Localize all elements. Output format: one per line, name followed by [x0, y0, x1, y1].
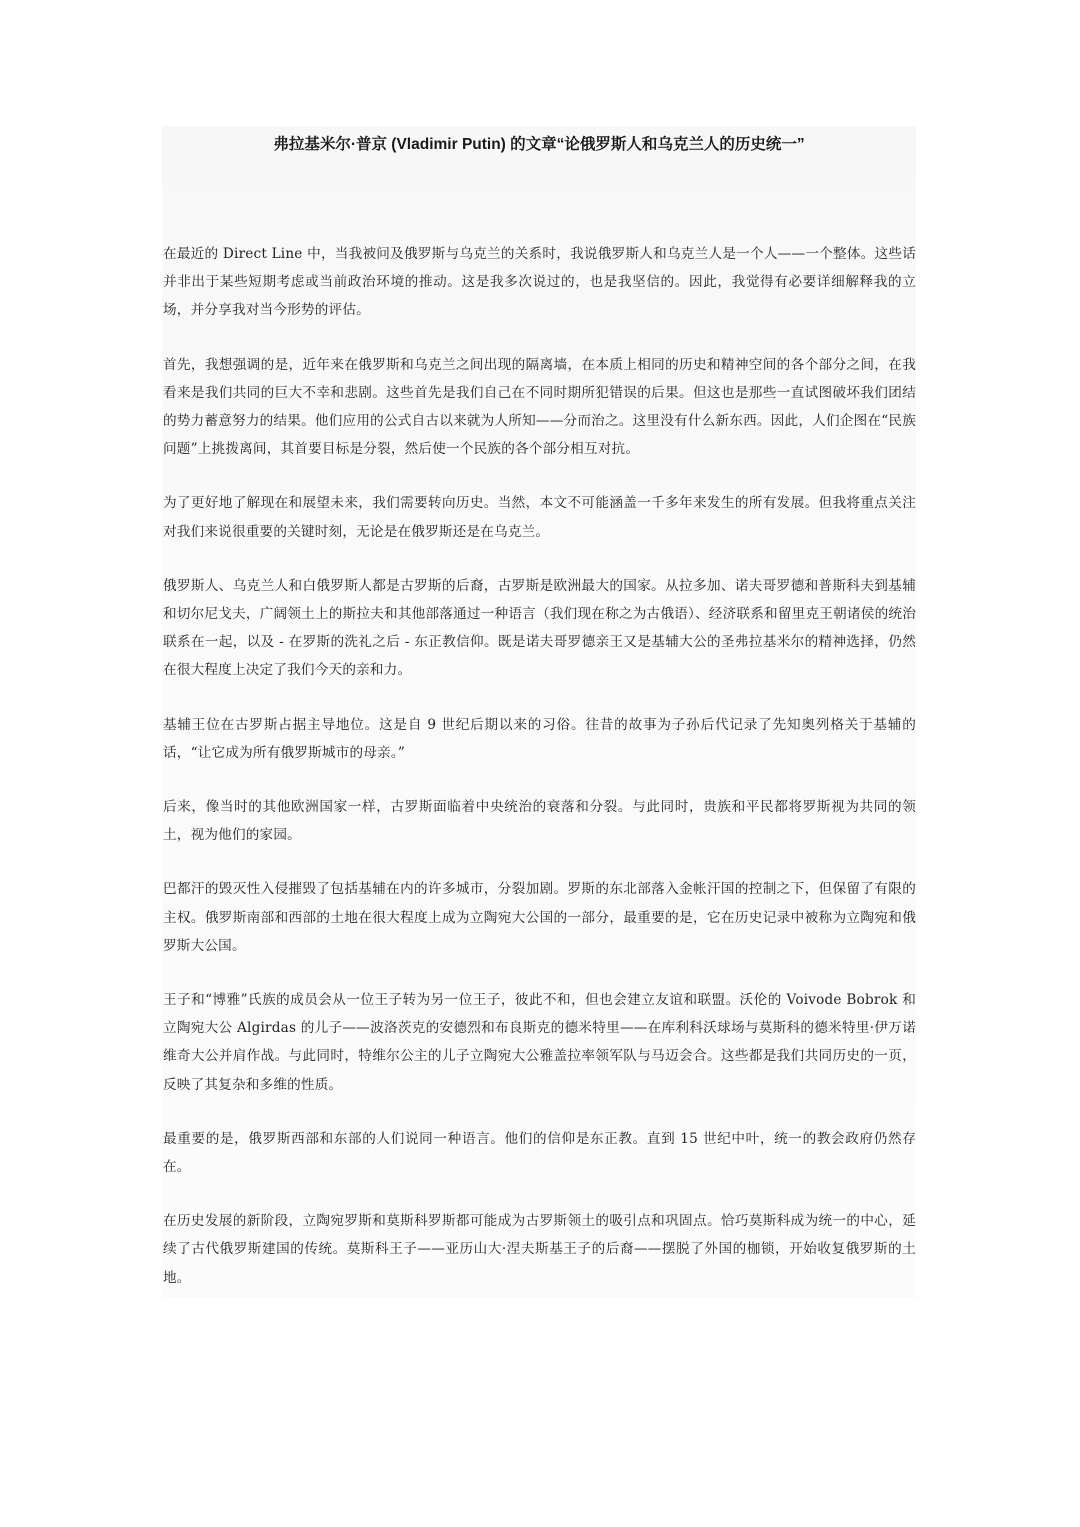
paragraph: 巴都汗的毁灭性入侵摧毁了包括基辅在内的许多城市，分裂加剧。罗斯的东北部落入金帐汗国的控制之下，但保留了有限的主权。俄罗斯南部和西部的土地在很大程度上成为立陶宛大公国的一部分，最重要的是，它在历史记录中被称为立陶宛和俄罗斯大公国。	[163, 881, 916, 954]
paragraph: 首先，我想强调的是，近年来在俄罗斯和乌克兰之间出现的隔离墙，在本质上相同的历史和精神空间的各个部分之间，在我看来是我们共同的巨大不幸和悲剧。这些首先是我们自己在不同时期所犯错误的后果。但这也是那些一直试图破坏我们团结的势力蓄意努力的结果。他们应用的公式自古以来就为人所知——分而治之。这里没有什么新东西。因此，人们企图在“民族问题”上挑拨离间，其首要目标是分裂，然后使一个民族的各个部分相互对抗。	[163, 356, 916, 458]
paragraph: 最重要的是，俄罗斯西部和东部的人们说同一种语言。他们的信仰是东正教。直到 15 世纪中叶，统一的教会政府仍然存在。	[163, 1130, 916, 1176]
paragraph: 在最近的 Direct Line 中，当我被问及俄罗斯与乌克兰的关系时，我说俄罗斯人和乌克兰人是一个人——一个整体。这些话并非出于某些短期考虑或当前政治环境的推动。这是我多次说过的，也是我坚信的。因此，我觉得有必要详细解释我的立场，并分享我对当今形势的评估。	[163, 246, 916, 319]
paragraph: 王子和“博雅”氏族的成员会从一位王子转为另一位王子，彼此不和，但也会建立友谊和联盟。沃伦的 Voivode Bobrok 和立陶宛大公 Algirdas 的儿子——波洛茨克的安德烈和布良斯克的德米特里——在库利科沃球场与莫斯科的德米特里·伊万诺维奇大公并肩作战。与此同时，特维尔公主的儿子立陶宛大公雅盖拉率领军队与马迈会合。这些都是我们共同历史的一页，反映了其复杂和多维的性质。	[163, 992, 916, 1093]
paragraph: 为了更好地了解现在和展望未来，我们需要转向历史。当然，本文不可能涵盖一千多年来发生的所有发展。但我将重点关注对我们来说很重要的关键时刻，无论是在俄罗斯还是在乌克兰。	[163, 495, 916, 540]
document-body	[163, 240, 916, 1318]
paragraph: 在历史发展的新阶段，立陶宛罗斯和莫斯科罗斯都可能成为古罗斯领土的吸引点和巩固点。恰巧莫斯科成为统一的中心，延续了古代俄罗斯建国的传统。莫斯科王子——亚历山大·涅夫斯基王子的后裔——摆脱了外国的枷锁，开始收复俄罗斯的土地。	[163, 1213, 916, 1286]
document-title: 弗拉基米尔·普京 (Vladimir Putin) 的文章“论俄罗斯人和乌克兰人的历史统一”	[273, 136, 805, 153]
paragraph: 俄罗斯人、乌克兰人和白俄罗斯人都是古罗斯的后裔，古罗斯是欧洲最大的国家。从拉多加、诺夫哥罗德和普斯科夫到基辅和切尔尼戈夫，广阔领土上的斯拉夫和其他部落通过一种语言（我们现在称之为古俄语）、经济联系和留里克王朝诸侯的统治联系在一起，以及 - 在罗斯的洗礼之后 - 东正教信仰。既是诺夫哥罗德亲王又是基辅大公的圣弗拉基米尔的精神选择，仍然在很大程度上决定了我们今天的亲和力。	[163, 577, 916, 679]
paragraph: 后来，像当时的其他欧洲国家一样，古罗斯面临着中央统治的衰落和分裂。与此同时，贵族和平民都将罗斯视为共同的领土，视为他们的家园。	[163, 799, 916, 844]
paragraph: 基辅王位在古罗斯占据主导地位。这是自 9 世纪后期以来的习俗。往昔的故事为子孙后代记录了先知奥列格关于基辅的话，“让它成为所有俄罗斯城市的母亲。”	[163, 716, 916, 761]
